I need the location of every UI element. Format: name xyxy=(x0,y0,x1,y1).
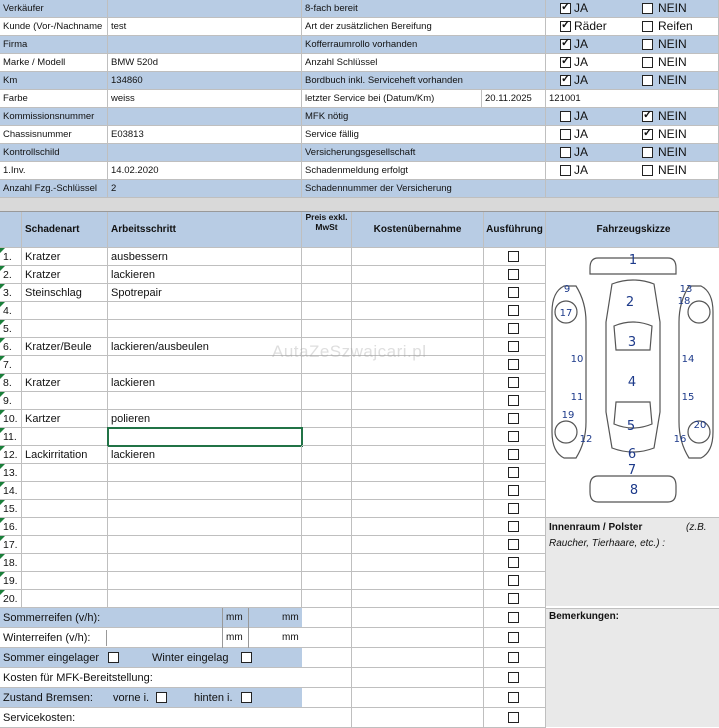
checkbox[interactable] xyxy=(108,652,119,663)
damage-type[interactable] xyxy=(22,392,108,410)
comment-marker-icon xyxy=(0,284,5,289)
option-label: JA xyxy=(574,55,589,69)
execution-checkbox[interactable] xyxy=(508,539,519,550)
row-number: 7. xyxy=(0,356,22,374)
comment-marker-icon xyxy=(0,374,5,379)
sketch-zone-number: 1 xyxy=(628,253,638,268)
cost-cell[interactable] xyxy=(352,446,484,464)
option-label: JA xyxy=(574,73,589,87)
price-cell[interactable] xyxy=(302,464,352,482)
sketch-zone-number: 17 xyxy=(559,308,573,319)
sketch-zone-number: 19 xyxy=(561,410,575,421)
brakes-rear-label: hinten i. xyxy=(194,692,233,704)
row-number: 14. xyxy=(0,482,22,500)
price-cell[interactable] xyxy=(302,284,352,302)
field-label: Bordbuch inkl. Serviceheft vorhanden xyxy=(302,72,546,90)
row-number: 16. xyxy=(0,518,22,536)
work-step[interactable]: polieren xyxy=(108,410,302,428)
execution-checkbox[interactable] xyxy=(508,575,519,586)
sketch-header: Fahrzeugskizze xyxy=(546,212,719,248)
row-number: 11. xyxy=(0,428,22,446)
service-km[interactable]: 121001 xyxy=(546,90,719,108)
price-cell[interactable] xyxy=(302,392,352,410)
option-label: NEIN xyxy=(658,109,687,123)
work-step[interactable] xyxy=(108,590,302,608)
execution-checkbox[interactable] xyxy=(508,323,519,334)
field-label: Schadenmeldung erfolgt xyxy=(302,162,546,180)
damage-type[interactable] xyxy=(22,464,108,482)
tire-depth-field[interactable] xyxy=(106,630,222,646)
price-cell[interactable] xyxy=(302,536,352,554)
option-label: NEIN xyxy=(658,73,687,87)
column-header xyxy=(0,212,22,248)
damage-type[interactable]: Steinschlag xyxy=(22,284,108,302)
price-cell[interactable] xyxy=(302,266,352,284)
checkbox[interactable] xyxy=(508,652,519,663)
sketch-zone-number: 18 xyxy=(677,296,691,307)
field-label: Marke / Modell xyxy=(0,54,108,72)
option-checkbox[interactable] xyxy=(642,3,653,14)
option-checkbox[interactable] xyxy=(560,3,571,14)
work-step[interactable] xyxy=(108,482,302,500)
price-cell[interactable] xyxy=(302,572,352,590)
damage-type[interactable]: Kratzer xyxy=(22,248,108,266)
option-checkbox[interactable] xyxy=(560,111,571,122)
row-number: 15. xyxy=(0,500,22,518)
sketch-zone-number: 9 xyxy=(563,284,571,295)
field-label: Anzahl Fzg.-Schlüssel xyxy=(0,180,108,198)
option-checkbox[interactable] xyxy=(642,39,653,50)
cost-cell[interactable] xyxy=(352,590,484,608)
row-number: 10. xyxy=(0,410,22,428)
cost-cell[interactable] xyxy=(352,648,484,668)
cost-cell[interactable] xyxy=(352,302,484,320)
price-cell[interactable] xyxy=(302,302,352,320)
work-step[interactable] xyxy=(108,518,302,536)
field-value[interactable]: test xyxy=(108,18,302,36)
work-step[interactable] xyxy=(108,320,302,338)
option-cell xyxy=(546,108,719,126)
execution-checkbox[interactable] xyxy=(508,593,519,604)
cost-cell[interactable] xyxy=(352,284,484,302)
row-number: 12. xyxy=(0,446,22,464)
damage-type[interactable] xyxy=(22,518,108,536)
damage-type[interactable]: Kratzer xyxy=(22,374,108,392)
divider xyxy=(248,628,280,648)
execution-checkbox[interactable] xyxy=(508,395,519,406)
field-label: Versicherungsgesellschaft xyxy=(302,144,546,162)
price-cell[interactable] xyxy=(302,608,352,628)
row-number: 4. xyxy=(0,302,22,320)
price-cell[interactable] xyxy=(302,428,352,446)
comment-marker-icon xyxy=(0,446,5,451)
damage-type[interactable] xyxy=(22,320,108,338)
field-value[interactable]: weiss xyxy=(108,90,302,108)
option-checkbox[interactable] xyxy=(560,147,571,158)
option-cell xyxy=(546,0,719,18)
option-checkbox[interactable] xyxy=(560,75,571,86)
interior-title: Innenraum / Polster xyxy=(549,522,643,533)
service-costs-label: Servicekosten: xyxy=(3,712,76,724)
price-cell[interactable] xyxy=(302,320,352,338)
cost-cell[interactable] xyxy=(352,572,484,590)
comment-marker-icon xyxy=(0,554,5,559)
brakes-front-label: vorne i. xyxy=(113,692,150,704)
price-cell[interactable] xyxy=(302,648,352,668)
damage-type[interactable] xyxy=(22,500,108,518)
option-checkbox[interactable] xyxy=(642,111,653,122)
vehicle-sketch-icon[interactable] xyxy=(546,252,719,508)
price-cell[interactable] xyxy=(302,518,352,536)
option-checkbox[interactable] xyxy=(642,129,653,140)
option-cell xyxy=(546,180,719,198)
field-label: MFK nötig xyxy=(302,108,546,126)
sketch-zone-number: 11 xyxy=(570,392,584,403)
option-checkbox[interactable] xyxy=(642,147,653,158)
sketch-zone-number: 15 xyxy=(681,392,695,403)
sketch-zone-number: 12 xyxy=(579,434,593,445)
field-label: Art der zusätzlichen Bereifung xyxy=(302,18,546,36)
column-header: Schadenart xyxy=(22,212,108,248)
damage-type[interactable] xyxy=(22,554,108,572)
summer-stored-label: Sommer eingelager xyxy=(3,652,99,664)
comment-marker-icon xyxy=(0,320,5,325)
column-header: Ausführung xyxy=(484,212,546,248)
option-label: JA xyxy=(574,1,589,15)
work-step[interactable]: lackieren/ausbeulen xyxy=(108,338,302,356)
sketch-zone-number: 2 xyxy=(625,295,635,310)
service-date[interactable]: 20.11.2025 xyxy=(482,90,546,108)
work-step[interactable]: lackieren xyxy=(108,266,302,284)
checkbox[interactable] xyxy=(508,672,519,683)
separator-band xyxy=(0,198,719,212)
execution-checkbox[interactable] xyxy=(508,521,519,532)
sketch-zone-number: 16 xyxy=(673,434,687,445)
sketch-zone-number: 3 xyxy=(627,335,637,350)
option-checkbox[interactable] xyxy=(642,57,653,68)
cost-cell[interactable] xyxy=(352,708,484,728)
work-step[interactable] xyxy=(108,464,302,482)
execution-checkbox[interactable] xyxy=(508,557,519,568)
execution-checkbox[interactable] xyxy=(508,287,519,298)
winter-tires-label: Winterreifen (v/h): xyxy=(3,632,91,644)
option-label: NEIN xyxy=(658,1,687,15)
sketch-zone-number: 20 xyxy=(693,420,707,431)
comment-marker-icon xyxy=(0,482,5,487)
price-cell[interactable] xyxy=(302,446,352,464)
execution-checkbox[interactable] xyxy=(508,359,519,370)
damage-type[interactable] xyxy=(22,428,108,446)
price-cell[interactable] xyxy=(302,688,352,708)
sketch-zone-number: 4 xyxy=(627,375,637,390)
work-step[interactable] xyxy=(108,500,302,518)
price-cell[interactable] xyxy=(302,628,352,648)
option-cell xyxy=(546,54,719,72)
column-header: Preis exkl. MwSt xyxy=(302,212,352,248)
option-label: JA xyxy=(574,127,589,141)
field-label: Kommissionsnummer xyxy=(0,108,108,126)
option-cell xyxy=(546,126,719,144)
damage-type[interactable]: Kratzer/Beule xyxy=(22,338,108,356)
field-label: Firma xyxy=(0,36,108,54)
field-label: 8-fach bereit xyxy=(302,0,546,18)
work-step[interactable]: ausbessern xyxy=(108,248,302,266)
cost-cell[interactable] xyxy=(352,248,484,266)
execution-checkbox[interactable] xyxy=(508,269,519,280)
work-step[interactable] xyxy=(108,392,302,410)
execution-checkbox[interactable] xyxy=(508,431,519,442)
field-value[interactable]: 14.02.2020 xyxy=(108,162,302,180)
price-cell[interactable] xyxy=(302,500,352,518)
sketch-zone-number: 10 xyxy=(570,354,584,365)
work-step[interactable] xyxy=(108,428,302,446)
column-header: Kostenübernahme xyxy=(352,212,484,248)
remarks-title: Bemerkungen: xyxy=(549,611,620,622)
option-cell xyxy=(546,18,719,36)
row-number: 13. xyxy=(0,464,22,482)
cost-cell[interactable] xyxy=(352,464,484,482)
field-label: Farbe xyxy=(0,90,108,108)
row-number: 1. xyxy=(0,248,22,266)
execution-checkbox[interactable] xyxy=(508,305,519,316)
price-cell[interactable] xyxy=(302,668,352,688)
price-cell[interactable] xyxy=(302,248,352,266)
brakes-label: Zustand Bremsen: xyxy=(3,692,93,704)
option-checkbox[interactable] xyxy=(642,21,653,32)
comment-marker-icon xyxy=(0,464,5,469)
execution-checkbox[interactable] xyxy=(508,251,519,262)
field-label: Kofferraumrollo vorhanden xyxy=(302,36,546,54)
field-label: Chassisnummer xyxy=(0,126,108,144)
field-label: letzter Service bei (Datum/Km) xyxy=(302,90,482,108)
price-cell[interactable] xyxy=(302,590,352,608)
row-number: 9. xyxy=(0,392,22,410)
execution-checkbox[interactable] xyxy=(508,503,519,514)
option-label: NEIN xyxy=(658,37,687,51)
work-step[interactable] xyxy=(108,554,302,572)
field-value[interactable] xyxy=(108,144,302,162)
checkbox[interactable] xyxy=(508,692,519,703)
field-label: Schadennummer der Versicherung xyxy=(302,180,546,198)
work-step[interactable] xyxy=(108,536,302,554)
cost-cell[interactable] xyxy=(352,518,484,536)
comment-marker-icon xyxy=(0,518,5,523)
work-step[interactable]: lackieren xyxy=(108,446,302,464)
option-checkbox[interactable] xyxy=(560,165,571,176)
checkbox[interactable] xyxy=(508,712,519,723)
cost-cell[interactable] xyxy=(352,410,484,428)
execution-checkbox[interactable] xyxy=(508,467,519,478)
work-step[interactable]: Spotrepair xyxy=(108,284,302,302)
comment-marker-icon xyxy=(0,392,5,397)
cost-cell[interactable] xyxy=(352,320,484,338)
row-number: 18. xyxy=(0,554,22,572)
comment-marker-icon xyxy=(0,428,5,433)
cost-cell[interactable] xyxy=(352,428,484,446)
option-label: JA xyxy=(574,37,589,51)
row-number: 19. xyxy=(0,572,22,590)
checkbox[interactable] xyxy=(156,692,167,703)
cost-cell[interactable] xyxy=(352,536,484,554)
sketch-zone-number: 14 xyxy=(681,354,695,365)
comment-marker-icon xyxy=(0,302,5,307)
mfk-costs-label: Kosten für MFK-Bereitstellung: xyxy=(3,672,153,684)
comment-marker-icon xyxy=(0,536,5,541)
field-value[interactable]: 2 xyxy=(108,180,302,198)
work-step[interactable] xyxy=(108,302,302,320)
damage-type[interactable] xyxy=(22,590,108,608)
damage-type[interactable] xyxy=(22,536,108,554)
checkbox[interactable] xyxy=(508,612,519,623)
price-cell[interactable] xyxy=(302,374,352,392)
watermark: AutaZeSzwajcari.pl xyxy=(272,342,427,361)
option-checkbox[interactable] xyxy=(642,75,653,86)
option-checkbox[interactable] xyxy=(560,21,571,32)
unit-mm: mm xyxy=(226,632,243,643)
cost-cell[interactable] xyxy=(352,374,484,392)
sketch-zone-number: 8 xyxy=(629,483,639,498)
comment-marker-icon xyxy=(0,248,5,253)
divider xyxy=(248,608,280,628)
field-label: Anzahl Schlüssel xyxy=(302,54,546,72)
row-number: 17. xyxy=(0,536,22,554)
damage-type[interactable]: Kratzer xyxy=(22,266,108,284)
cost-cell[interactable] xyxy=(352,608,484,628)
damage-type[interactable]: Kartzer xyxy=(22,410,108,428)
comment-marker-icon xyxy=(0,410,5,415)
execution-checkbox[interactable] xyxy=(508,377,519,388)
damage-type[interactable] xyxy=(22,482,108,500)
sketch-zone-number: 5 xyxy=(626,419,636,434)
option-cell xyxy=(546,36,719,54)
field-value[interactable] xyxy=(108,36,302,54)
checkbox[interactable] xyxy=(508,632,519,643)
cost-cell[interactable] xyxy=(352,554,484,572)
winter-stored-label: Winter eingelag xyxy=(152,652,229,664)
field-value[interactable]: E03813 xyxy=(108,126,302,144)
unit-mm: mm xyxy=(226,612,243,623)
sketch-zone-number: 7 xyxy=(627,463,637,478)
interior-hint: Raucher, Tierhaare, etc.) : xyxy=(549,538,666,549)
column-header: Arbeitsschritt xyxy=(108,212,302,248)
sketch-zone-number: 6 xyxy=(627,447,637,462)
option-checkbox[interactable] xyxy=(642,165,653,176)
remarks-section[interactable] xyxy=(546,608,719,727)
field-label: 1.Inv. xyxy=(0,162,108,180)
option-label: JA xyxy=(574,109,589,123)
cost-cell[interactable] xyxy=(352,500,484,518)
work-step[interactable]: lackieren xyxy=(108,374,302,392)
option-checkbox[interactable] xyxy=(560,57,571,68)
field-value[interactable] xyxy=(108,0,302,18)
comment-marker-icon xyxy=(0,590,5,595)
field-label: Kontrollschild xyxy=(0,144,108,162)
field-value[interactable]: BMW 520d xyxy=(108,54,302,72)
summer-tires-label: Sommerreifen (v/h): xyxy=(3,612,101,624)
comment-marker-icon xyxy=(0,356,5,361)
comment-marker-icon xyxy=(0,500,5,505)
field-label: Km xyxy=(0,72,108,90)
option-label: JA xyxy=(574,163,589,177)
sketch-zone-number: 13 xyxy=(679,284,693,295)
checkbox[interactable] xyxy=(241,652,252,663)
cost-cell[interactable] xyxy=(352,482,484,500)
execution-checkbox[interactable] xyxy=(508,341,519,352)
field-value[interactable] xyxy=(108,108,302,126)
row-number: 5. xyxy=(0,320,22,338)
unit-mm: mm xyxy=(282,632,299,643)
option-label: Räder xyxy=(574,19,607,33)
work-step[interactable] xyxy=(108,572,302,590)
row-number: 8. xyxy=(0,374,22,392)
cost-cell[interactable] xyxy=(352,628,484,648)
comment-marker-icon xyxy=(0,338,5,343)
price-cell[interactable] xyxy=(302,708,352,728)
option-label: NEIN xyxy=(658,163,687,177)
row-number: 6. xyxy=(0,338,22,356)
option-label: NEIN xyxy=(658,55,687,69)
option-cell xyxy=(546,72,719,90)
option-label: Reifen xyxy=(658,19,693,33)
damage-type[interactable] xyxy=(22,356,108,374)
cost-cell[interactable] xyxy=(352,392,484,410)
execution-checkbox[interactable] xyxy=(508,485,519,496)
option-label: JA xyxy=(574,145,589,159)
option-label: NEIN xyxy=(658,127,687,141)
price-cell[interactable] xyxy=(302,554,352,572)
damage-type[interactable] xyxy=(22,302,108,320)
row-number: 20. xyxy=(0,590,22,608)
interior-hint: (z.B. xyxy=(686,522,707,533)
price-cell[interactable] xyxy=(302,410,352,428)
cost-cell[interactable] xyxy=(352,668,484,688)
execution-checkbox[interactable] xyxy=(508,413,519,424)
option-checkbox[interactable] xyxy=(560,129,571,140)
option-label: NEIN xyxy=(658,145,687,159)
option-cell xyxy=(546,162,719,180)
field-label: Verkäufer xyxy=(0,0,108,18)
cost-cell[interactable] xyxy=(352,266,484,284)
cost-cell[interactable] xyxy=(352,688,484,708)
unit-mm: mm xyxy=(282,612,299,623)
row-number: 3. xyxy=(0,284,22,302)
comment-marker-icon xyxy=(0,572,5,577)
field-label: Service fällig xyxy=(302,126,546,144)
price-cell[interactable] xyxy=(302,482,352,500)
option-cell xyxy=(546,144,719,162)
option-checkbox[interactable] xyxy=(560,39,571,50)
damage-type[interactable] xyxy=(22,572,108,590)
field-value[interactable]: 134860 xyxy=(108,72,302,90)
comment-marker-icon xyxy=(0,266,5,271)
checkbox[interactable] xyxy=(241,692,252,703)
row-number: 2. xyxy=(0,266,22,284)
damage-type[interactable]: Lackirritation xyxy=(22,446,108,464)
field-label: Kunde (Vor-/Nachname xyxy=(0,18,108,36)
execution-checkbox[interactable] xyxy=(508,449,519,460)
